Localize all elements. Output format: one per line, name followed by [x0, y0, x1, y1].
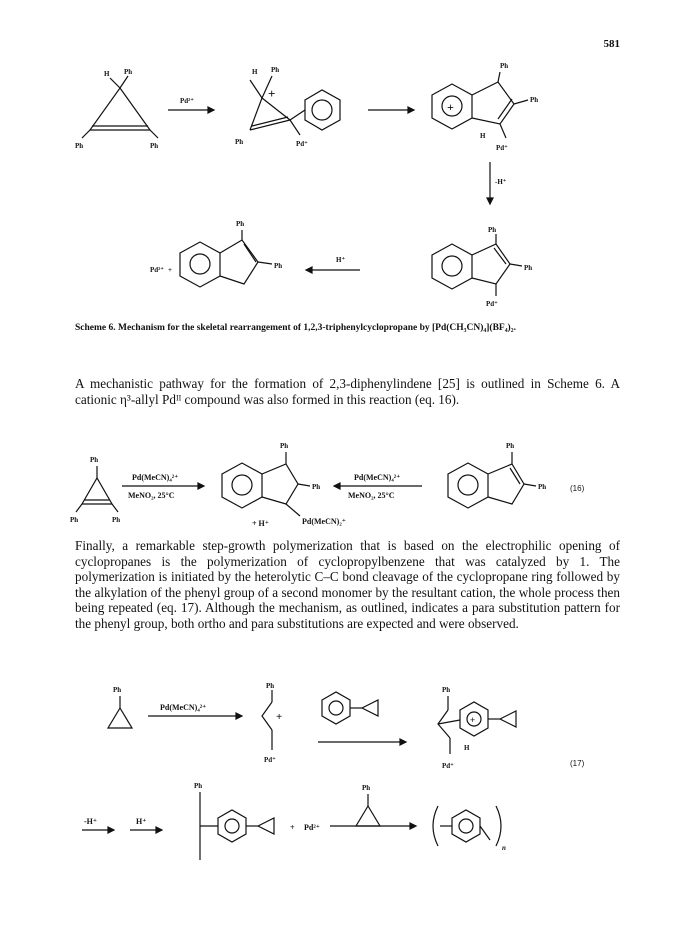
label-plus: + — [168, 266, 172, 274]
eq16-pd-indane — [222, 442, 346, 528]
label-ph: Ph — [362, 784, 371, 792]
indenyl-cation-structure — [432, 62, 538, 152]
label-h: H — [252, 68, 258, 76]
paragraph-2: Finally, a remarkable step-growth polymerization that is based on the electrophilic opening of cyclopropanes is the polymerization of cyclopropylbenzene that was catalyzed by 1. The polymerization is initiated by the heterolytic C–C bond cleavage of the cyclopropane ring followed by the alkylation of the phenyl group of a second monomer by the resultant cation, the whole process then being repeated (eq. 17). Although the mechanism, as outlined, indicates a para substitution pattern for the phenyl group, both ortho and para substitutions are expected and were observed. — [75, 538, 620, 631]
label-ph: Ph — [266, 682, 275, 690]
label-pdplus: Pd⁺ — [296, 140, 308, 148]
label-pdplus: Pd⁺ — [486, 300, 498, 308]
label-ph: Ph — [530, 96, 539, 104]
label-ph: Ph — [280, 442, 289, 450]
label-pdplus: Pd⁺ — [264, 756, 276, 764]
eq16-cyclopropene — [70, 456, 120, 524]
eq17-dimer — [194, 782, 274, 860]
label-ph: Ph — [500, 62, 509, 70]
eq17-number: (17) — [570, 759, 585, 768]
label-ph: Ph — [236, 220, 245, 228]
label-ph: Ph — [312, 483, 321, 491]
cyclopropene-structure — [75, 68, 158, 150]
eq17-polymer — [433, 806, 506, 852]
label-ph: Ph — [124, 68, 133, 76]
label-pd2plus: Pd²⁺ — [180, 97, 194, 105]
label-ph: Ph — [271, 66, 280, 74]
eq16-reagent: Pd(MeCN)₄²⁺ — [132, 473, 179, 482]
equation-17-diagram — [0, 680, 680, 930]
label-ph: Ph — [90, 456, 99, 464]
eq17-cyclopropylbenzene — [108, 686, 132, 728]
label-pdplus: Pd⁺ — [442, 762, 454, 770]
label-ph: Ph — [274, 262, 283, 270]
diphenylindene-structure — [150, 220, 282, 287]
label-ph: Ph — [112, 516, 121, 524]
label-h: H — [464, 744, 470, 752]
eq17-arenium — [438, 686, 516, 770]
eq16-number: (16) — [570, 484, 585, 493]
label-h: H — [480, 132, 486, 140]
eq16-indene — [448, 442, 546, 508]
label-ph: Ph — [506, 442, 515, 450]
eq17-reagent: Pd(MeCN)₄²⁺ — [160, 703, 207, 712]
eq17-minus-hplus: -H⁺ — [84, 817, 98, 826]
label-ph: Ph — [488, 226, 497, 234]
label-h: H — [104, 70, 110, 78]
pd-indene-structure — [432, 226, 532, 308]
label-ph: Ph — [113, 686, 122, 694]
label-plus: + — [290, 823, 295, 832]
label-ph: Ph — [150, 142, 159, 150]
label-plus: + — [447, 100, 454, 114]
label-ph: Ph — [524, 264, 533, 272]
label-minus-hplus: -H⁺ — [495, 178, 507, 186]
eq16-conditions: MeNO₂, 25°C — [128, 491, 175, 500]
eq16-plus-h: + H⁺ — [252, 519, 270, 528]
label-pdplus: Pd⁺ — [496, 144, 508, 152]
label-plus: + — [268, 86, 276, 101]
allyl-cation-structure — [235, 66, 340, 148]
eq17-pd2: Pd²⁺ — [304, 823, 320, 832]
eq16-conditions: MeNO₂, 25°C — [348, 491, 395, 500]
label-ph: Ph — [194, 782, 203, 790]
scheme-6-diagram — [0, 0, 680, 320]
label-plus: + — [470, 715, 476, 725]
eq17-open-cation — [262, 682, 282, 764]
eq17-hplus: H⁺ — [136, 817, 147, 826]
label-pd2plus: Pd²⁺ — [150, 266, 164, 274]
eq17-arrow-cyclopropane — [356, 784, 380, 826]
eq17-n: n — [502, 844, 506, 852]
equation-16-diagram — [0, 438, 680, 528]
label-ph: Ph — [70, 516, 79, 524]
label-ph: Ph — [235, 138, 244, 146]
page-number: 581 — [603, 38, 620, 50]
eq16-pd-label: Pd(MeCN)₂⁺ — [302, 517, 346, 526]
scheme-6-caption: Scheme 6. Mechanism for the skeletal rearrangement of 1,2,3-triphenylcyclopropane by [Pd(CH₃CN)₄](BF₄)₂. — [75, 323, 516, 333]
eq17-monomer — [322, 692, 378, 724]
label-hplus: H⁺ — [336, 256, 346, 264]
label-ph: Ph — [75, 142, 84, 150]
label-plus: + — [276, 711, 283, 723]
paragraph-1: A mechanistic pathway for the formation of 2,3-diphenylindene [25] is outlined in Scheme 6. A cationic η³-allyl Pdᴵᴵ compound was also formed in this reaction (eq. 16). — [75, 376, 620, 407]
label-ph: Ph — [442, 686, 451, 694]
eq16-reagent: Pd(MeCN)₄²⁺ — [354, 473, 401, 482]
label-ph: Ph — [538, 483, 547, 491]
